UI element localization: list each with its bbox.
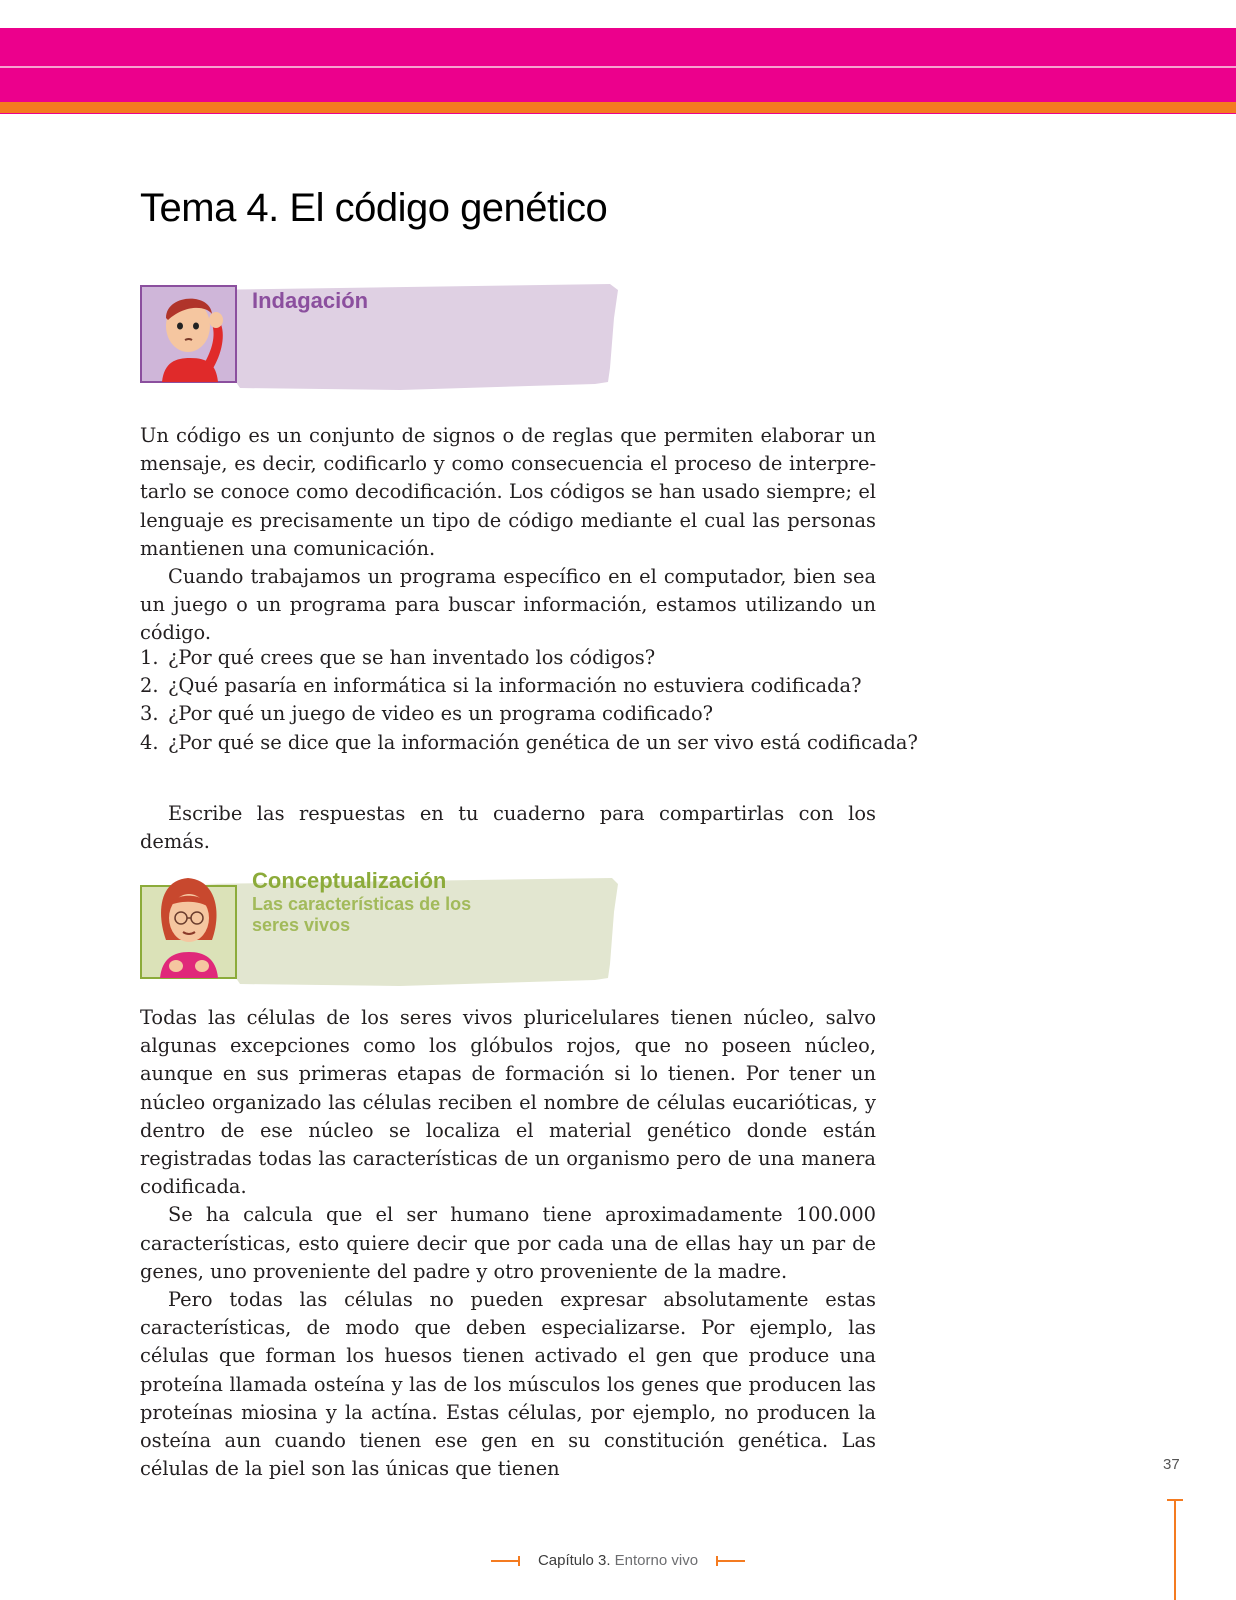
footer-left-ornament <box>491 1555 521 1567</box>
body-paragraph: Pero todas las células no pueden expresar absolutamente estas características, de modo que deben especializarse. Por ejemplo, las células que forman los huesos tienen activado el gen que produce una proteína llamada osteína y las de los músculos los genes que producen las proteínas miosina y la actína. Estas células, por ejemplo, no producen la osteína aun cuando tienen ese gen en su constitución genética. Las células de la piel son las únicas que tienen <box>140 1288 876 1481</box>
questions-list <box>140 644 918 757</box>
indagacion-title: Indagación <box>252 288 369 313</box>
intro-paragraph: Cuando trabajamos un programa específico en el computador, bien sea un juego o un programa para buscar información, estamos utilizando un código. <box>140 565 876 645</box>
conceptualizacion-title: Conceptualización <box>252 868 447 893</box>
question-number: 2. <box>140 674 159 698</box>
conceptualizacion-banner <box>140 868 620 992</box>
question-item <box>140 729 918 757</box>
body-text <box>140 1004 876 1483</box>
instruction-text: Escribe las respuestas en tu cuaderno para compartirlas con los demás. <box>140 802 876 854</box>
footer <box>0 1552 1236 1569</box>
body-paragraph: Se ha calcula que el ser humano tiene aproximadamente 100.000 características, esto quiere decir que por cada una de ellas hay un par de genes, uno proveniente del padre y otro proveniente de la madre. <box>140 1203 876 1283</box>
footer-chapter-label: Capítulo 3. <box>537 1552 611 1569</box>
question-number: 3. <box>140 702 159 726</box>
side-rule <box>1174 1500 1176 1600</box>
intro-text <box>140 422 876 648</box>
header-accent-stripe <box>0 102 1236 113</box>
indagacion-banner <box>140 278 620 396</box>
questions-block <box>140 644 918 757</box>
conceptualizacion-subtitle: Las características de los seres vivos <box>252 894 472 935</box>
question-item <box>140 644 876 672</box>
question-number: 1. <box>140 646 159 669</box>
question-number: 4. <box>140 730 159 754</box>
question-text: ¿Por qué un juego de video es un programa codificado? <box>168 702 714 726</box>
question-item <box>140 700 876 728</box>
intro-paragraph: Un código es un conjunto de signos o de reglas que permiten elaborar un mensaje, es decir, codificarlo y como consecuencia el proceso de interpretarlo se conoce como decodificación. Los códigos se han usado siempre; el lenguaje es precisamente un tipo de código mediante el cual las personas mantienen una comunicación. <box>140 424 876 560</box>
thinking-boy-icon <box>140 278 250 396</box>
question-text: ¿Por qué crees que se han inventado los códigos? <box>168 646 656 669</box>
question-item <box>140 672 876 700</box>
question-text: ¿Por qué se dice que la información genética de un ser vivo está codificada? <box>168 730 918 754</box>
instruction-block <box>140 800 876 856</box>
page-number: 37 <box>1163 1456 1180 1473</box>
footer-right-ornament <box>715 1555 745 1567</box>
question-text: ¿Qué pasaría en informática si la información no estuviera codificada? <box>168 674 862 698</box>
girl-glasses-icon <box>140 872 250 992</box>
body-paragraph: Todas las células de los seres vivos pluricelulares tienen núcleo, salvo algunas excepciones como los glóbulos rojos, que no poseen núcleo, aunque en sus primeras etapas de formación si lo tienen. Por tener un núcleo organizado las células reciben el nombre de células eucarióticas, y dentro de ese núcleo se localiza el material genético donde están registradas todas las características de un organismo pero de una manera codificada. <box>140 1006 876 1199</box>
footer-chapter-name: Entorno vivo <box>614 1552 699 1569</box>
page-title: Tema 4. El código genético <box>140 186 608 230</box>
header-band-divider <box>0 66 1236 68</box>
